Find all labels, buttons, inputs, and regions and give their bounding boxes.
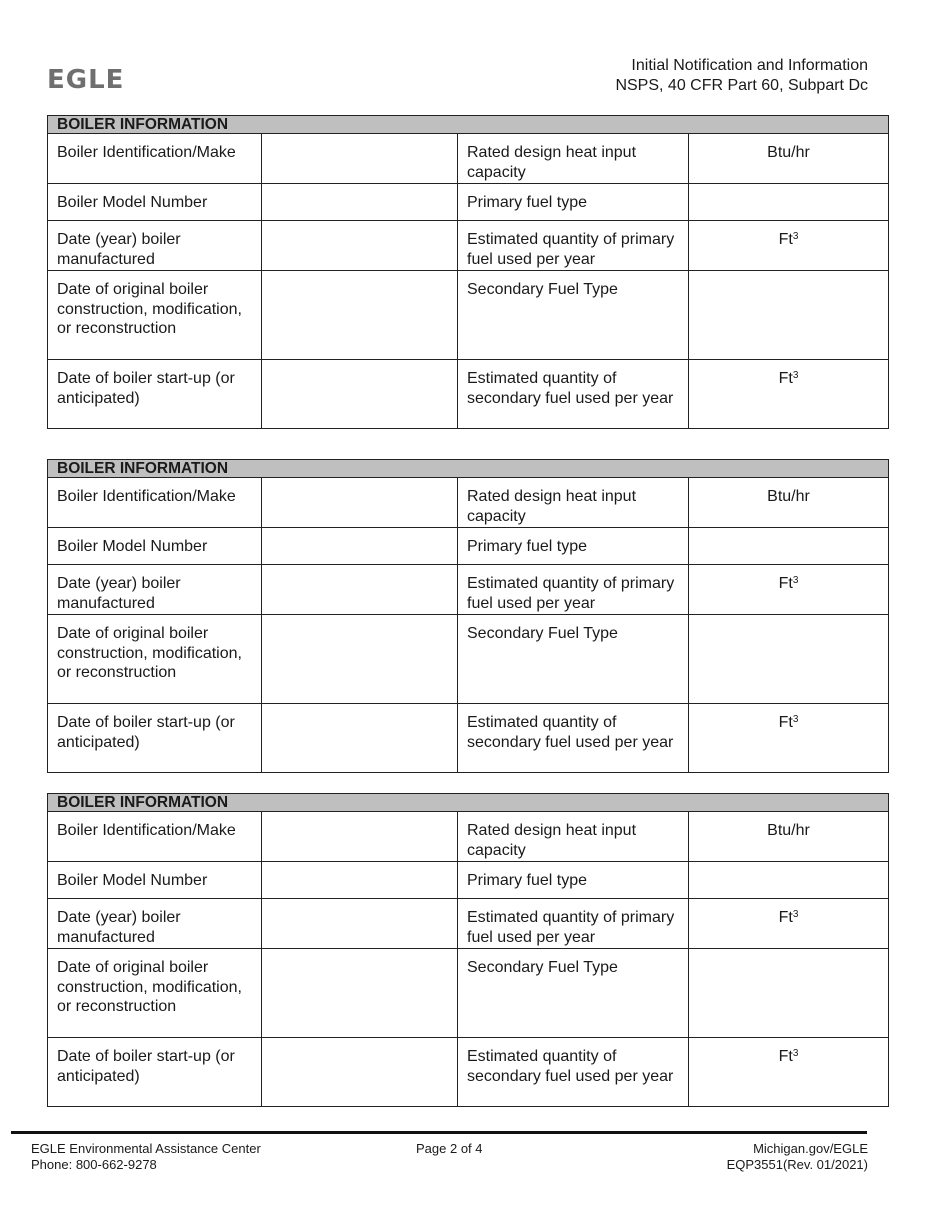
unit-exponent: 3 bbox=[792, 1048, 799, 1059]
field-label: Date (year) boiler manufactured bbox=[48, 221, 262, 271]
field-label: Estimated quantity of secondary fuel used per year bbox=[458, 704, 689, 773]
table-row bbox=[48, 704, 889, 773]
field-value-input[interactable] bbox=[262, 360, 458, 429]
unit-exponent: 3 bbox=[792, 575, 799, 586]
field-unit-input[interactable] bbox=[689, 812, 889, 862]
field-label: Secondary Fuel Type bbox=[458, 271, 689, 360]
field-label: Estimated quantity of primary fuel used per year bbox=[458, 565, 689, 615]
unit-label: Ft bbox=[778, 909, 793, 926]
field-label: Rated design heat input capacity bbox=[458, 134, 689, 184]
field-unit-input[interactable] bbox=[689, 360, 889, 429]
footer-website: Michigan.gov/EGLE bbox=[753, 1141, 868, 1156]
field-label: Rated design heat input capacity bbox=[458, 478, 689, 528]
field-label: Boiler Identification/Make bbox=[48, 478, 262, 528]
unit-label: Btu/hr bbox=[767, 822, 810, 839]
field-label: Boiler Identification/Make bbox=[48, 812, 262, 862]
table-row bbox=[48, 615, 889, 704]
field-unit-input[interactable] bbox=[689, 949, 889, 1038]
field-label: Secondary Fuel Type bbox=[458, 949, 689, 1038]
unit-label: Ft bbox=[778, 1048, 793, 1065]
field-unit-input[interactable] bbox=[689, 478, 889, 528]
field-label: Date (year) boiler manufactured bbox=[48, 899, 262, 949]
field-value-input[interactable] bbox=[262, 565, 458, 615]
unit-exponent: 3 bbox=[792, 231, 799, 242]
table-row bbox=[48, 1038, 889, 1107]
field-unit-input[interactable] bbox=[689, 1038, 889, 1107]
field-unit-input[interactable] bbox=[689, 184, 889, 221]
field-unit-input[interactable] bbox=[689, 862, 889, 899]
footer-form-id: EQP3551(Rev. 01/2021) bbox=[726, 1157, 868, 1172]
field-unit-input[interactable] bbox=[689, 271, 889, 360]
unit-exponent: 3 bbox=[792, 909, 799, 920]
field-label: Boiler Identification/Make bbox=[48, 134, 262, 184]
unit-exponent: 3 bbox=[792, 370, 799, 381]
footer-divider bbox=[11, 1131, 867, 1134]
field-value-input[interactable] bbox=[262, 704, 458, 773]
footer-contact bbox=[31, 1141, 261, 1173]
unit-label: Ft bbox=[778, 370, 793, 387]
table-row bbox=[48, 565, 889, 615]
footer-phone: Phone: 800-662-9278 bbox=[31, 1157, 157, 1172]
table-row bbox=[48, 360, 889, 429]
table-row bbox=[48, 134, 889, 184]
field-label: Date of original boiler construction, modification, or reconstruction bbox=[48, 615, 262, 704]
unit-exponent: 3 bbox=[792, 714, 799, 725]
field-value-input[interactable] bbox=[262, 899, 458, 949]
field-unit-input[interactable] bbox=[689, 615, 889, 704]
field-unit-input[interactable] bbox=[689, 134, 889, 184]
field-label: Date of original boiler construction, modification, or reconstruction bbox=[48, 271, 262, 360]
section-title: BOILER INFORMATION bbox=[48, 794, 889, 812]
field-label: Estimated quantity of secondary fuel used per year bbox=[458, 360, 689, 429]
table-row bbox=[48, 184, 889, 221]
field-unit-input[interactable] bbox=[689, 528, 889, 565]
field-unit-input[interactable] bbox=[689, 565, 889, 615]
field-value-input[interactable] bbox=[262, 184, 458, 221]
unit-label: Btu/hr bbox=[767, 144, 810, 161]
unit-label: Ft bbox=[778, 231, 793, 248]
field-unit-input[interactable] bbox=[689, 221, 889, 271]
footer-right-block bbox=[727, 1141, 868, 1173]
field-label: Estimated quantity of secondary fuel used per year bbox=[458, 1038, 689, 1107]
field-value-input[interactable] bbox=[262, 134, 458, 184]
page-number: Page 2 of 4 bbox=[416, 1141, 483, 1156]
unit-label: Btu/hr bbox=[767, 488, 810, 505]
boiler-info-table bbox=[47, 793, 889, 1107]
table-row bbox=[48, 221, 889, 271]
unit-label: Ft bbox=[778, 575, 793, 592]
field-value-input[interactable] bbox=[262, 1038, 458, 1107]
field-label: Date of boiler start-up (or anticipated) bbox=[48, 1038, 262, 1107]
field-value-input[interactable] bbox=[262, 615, 458, 704]
table-row bbox=[48, 271, 889, 360]
table-row bbox=[48, 812, 889, 862]
footer-org: EGLE Environmental Assistance Center bbox=[31, 1141, 261, 1156]
field-value-input[interactable] bbox=[262, 812, 458, 862]
field-label: Rated design heat input capacity bbox=[458, 812, 689, 862]
field-unit-input[interactable] bbox=[689, 899, 889, 949]
form-title bbox=[615, 56, 868, 96]
field-label: Primary fuel type bbox=[458, 528, 689, 565]
field-label: Date of original boiler construction, modification, or reconstruction bbox=[48, 949, 262, 1038]
unit-label: Ft bbox=[778, 714, 793, 731]
table-row bbox=[48, 862, 889, 899]
table-row bbox=[48, 899, 889, 949]
field-label: Secondary Fuel Type bbox=[458, 615, 689, 704]
table-row bbox=[48, 949, 889, 1038]
field-label: Primary fuel type bbox=[458, 862, 689, 899]
section-title: BOILER INFORMATION bbox=[48, 116, 889, 134]
field-label: Primary fuel type bbox=[458, 184, 689, 221]
field-label: Boiler Model Number bbox=[48, 184, 262, 221]
field-label: Date (year) boiler manufactured bbox=[48, 565, 262, 615]
egle-logo: EGLE bbox=[47, 65, 125, 95]
field-unit-input[interactable] bbox=[689, 704, 889, 773]
field-label: Date of boiler start-up (or anticipated) bbox=[48, 704, 262, 773]
field-label: Boiler Model Number bbox=[48, 862, 262, 899]
boiler-info-table bbox=[47, 459, 889, 773]
field-label: Estimated quantity of primary fuel used per year bbox=[458, 221, 689, 271]
boiler-info-table bbox=[47, 115, 889, 429]
field-value-input[interactable] bbox=[262, 949, 458, 1038]
table-row bbox=[48, 528, 889, 565]
table-row bbox=[48, 478, 889, 528]
field-label: Boiler Model Number bbox=[48, 528, 262, 565]
field-value-input[interactable] bbox=[262, 271, 458, 360]
field-value-input[interactable] bbox=[262, 528, 458, 565]
section-title: BOILER INFORMATION bbox=[48, 460, 889, 478]
form-title-line1: Initial Notification and Information bbox=[631, 57, 868, 74]
field-value-input[interactable] bbox=[262, 478, 458, 528]
field-label: Date of boiler start-up (or anticipated) bbox=[48, 360, 262, 429]
field-label: Estimated quantity of primary fuel used per year bbox=[458, 899, 689, 949]
field-value-input[interactable] bbox=[262, 862, 458, 899]
field-value-input[interactable] bbox=[262, 221, 458, 271]
form-title-line2: NSPS, 40 CFR Part 60, Subpart Dc bbox=[615, 77, 868, 94]
